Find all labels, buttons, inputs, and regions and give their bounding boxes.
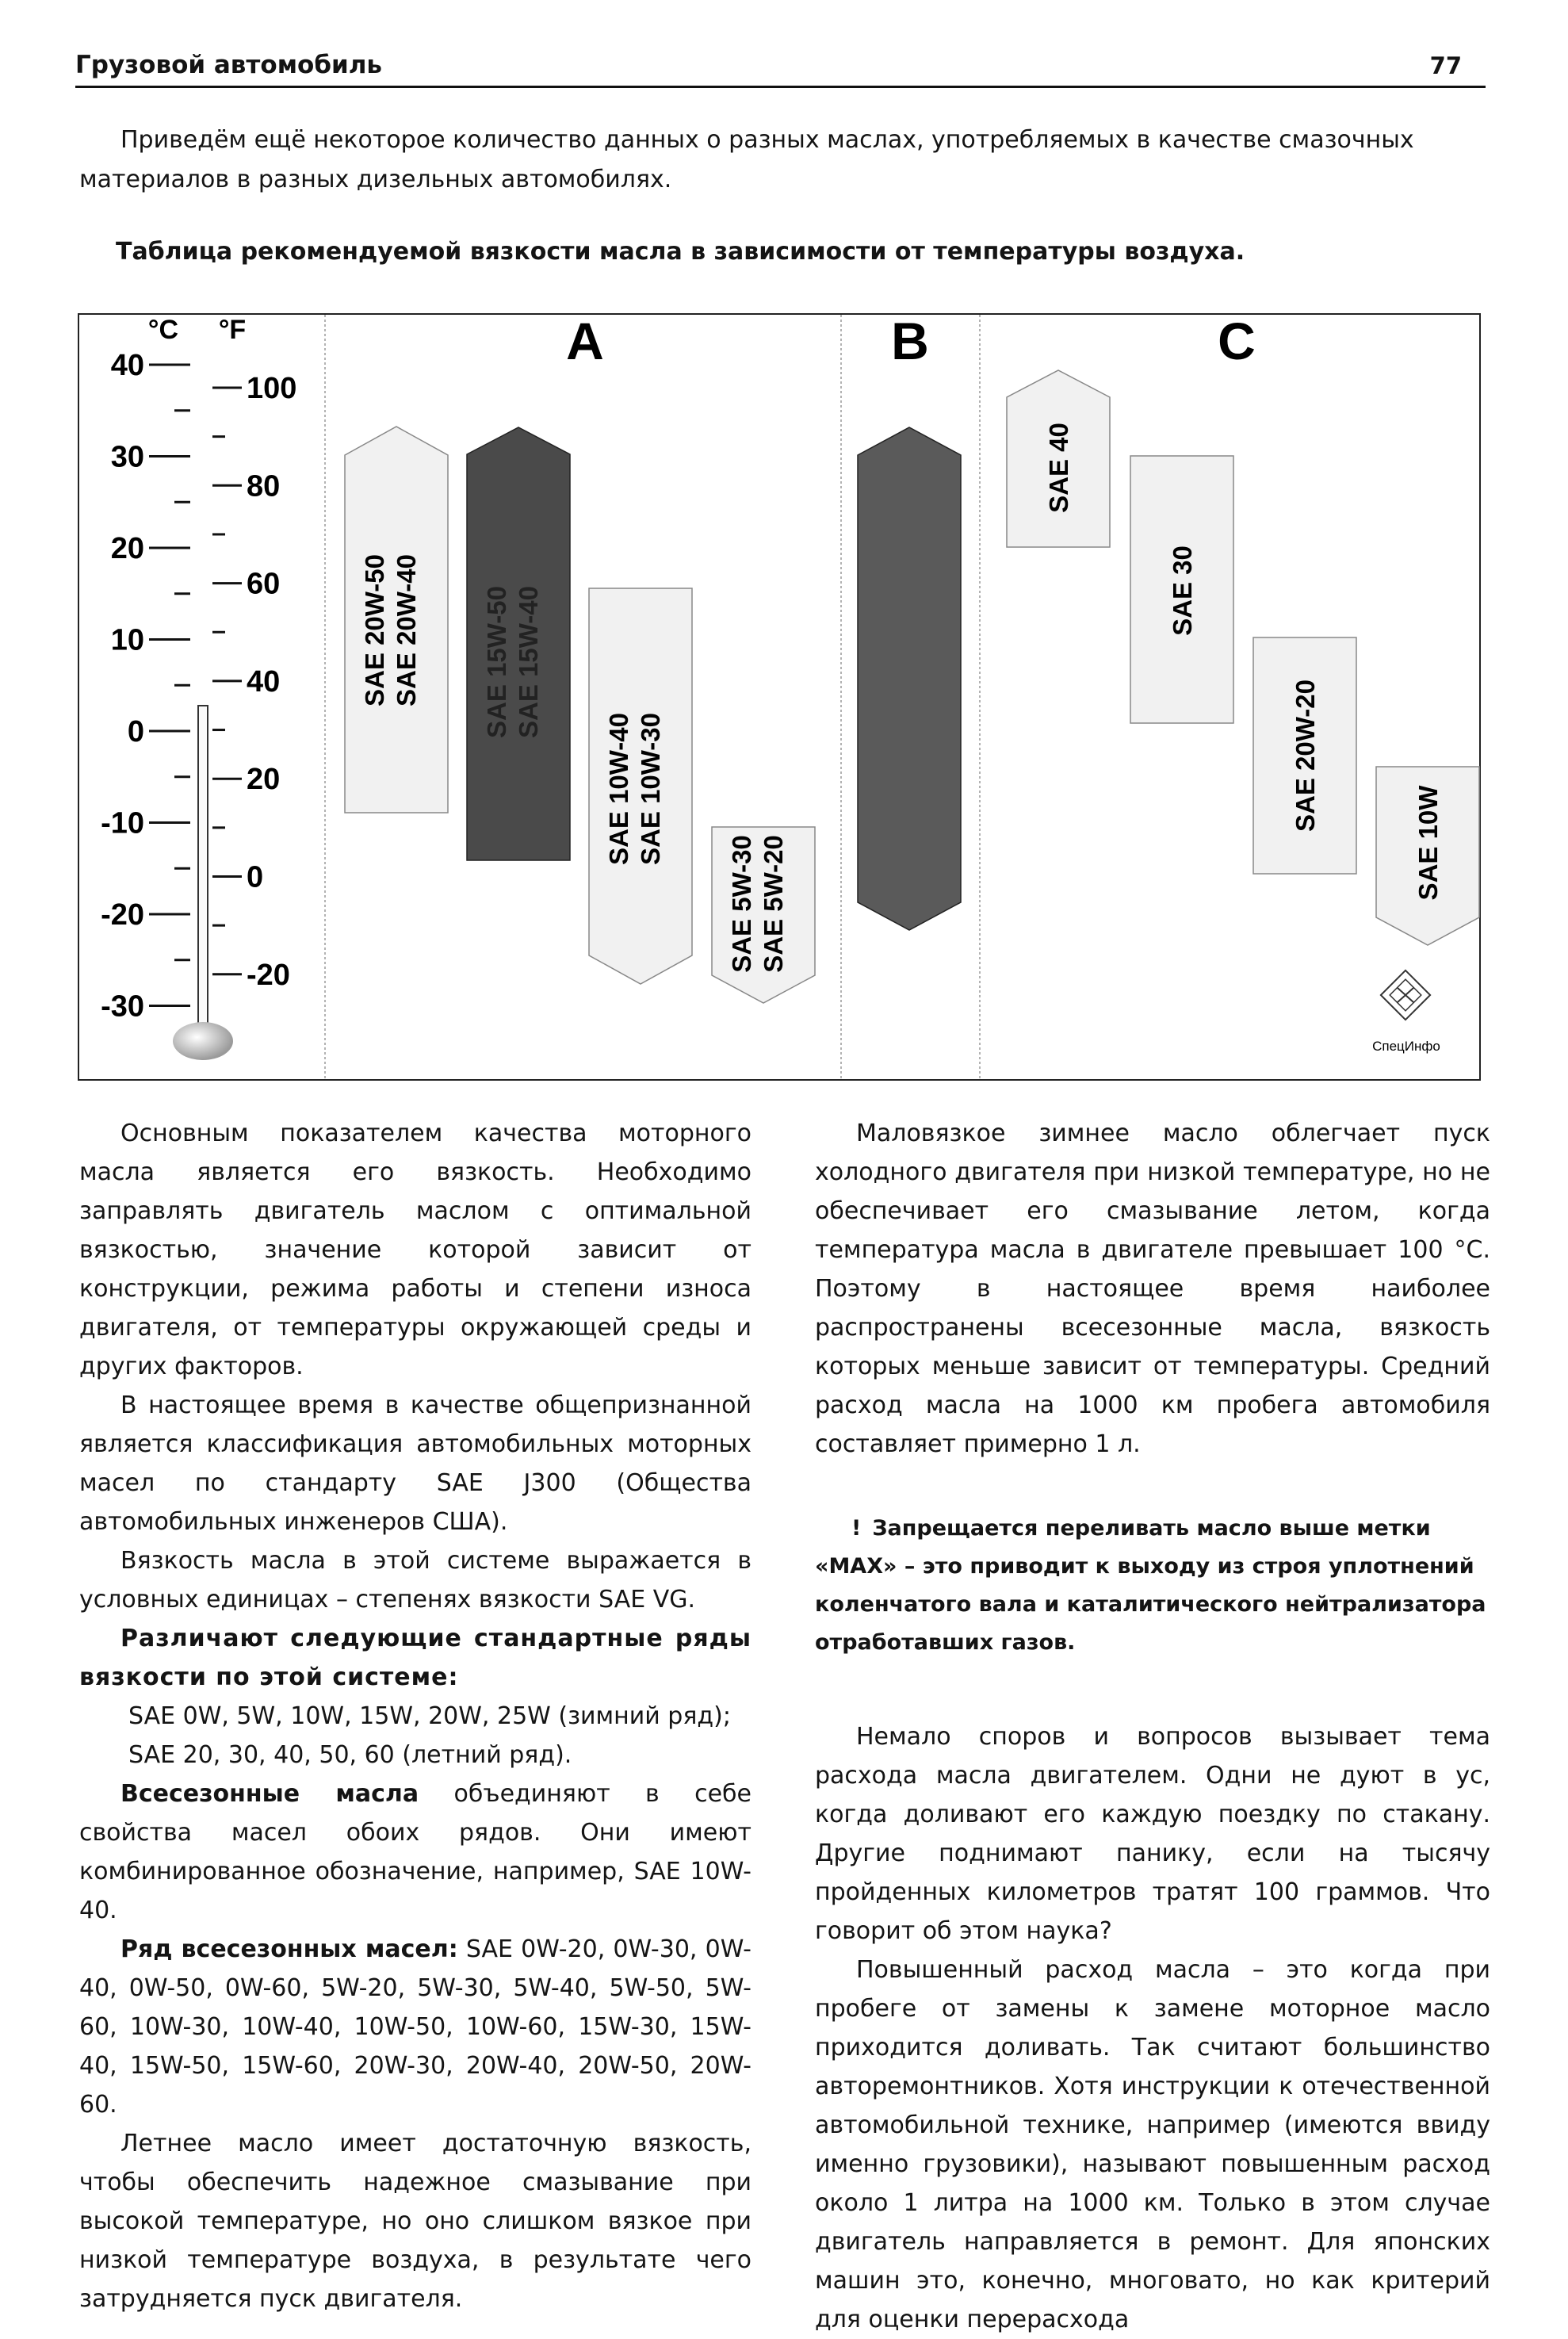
unit-fahrenheit: °F	[218, 315, 247, 345]
paragraph: Немало споров и вопросов вызывает тема расхода масла двигателем. Одни не дуют в ус, когда доливают его каждую поездку по стакану. Другие поднимают панику, если на тысячу пройденных километров тратят 100 граммов. Что говорит об этом наука?	[815, 1723, 1490, 1945]
section-c-label: C	[1218, 313, 1256, 370]
header-title: Грузовой автомобиль	[75, 51, 383, 79]
bar-a1-label-2: SAE 20W-40	[392, 554, 421, 706]
bar-a3	[589, 588, 692, 984]
paragraph: Маловязкое зимнее масло облегчает пуск холодного двигателя при низкой температуре, но не обеспечивает его смазывание летом, когда температура масла в двигателе превышает 100 °С. Поэтому в настоящее время наиболее распространены всесезонные масла, вязкость которых меньше зависит от температуры. Средний расход масла на 1000 км пробега автомобиля составляет примерно 1 л.	[815, 1120, 1490, 1458]
bar-a4	[712, 827, 815, 1003]
celsius-tick-label: -10	[101, 806, 144, 840]
celsius-tick-label: 40	[110, 349, 144, 382]
unit-celsius: °C	[147, 315, 179, 345]
term: Всесезонные масла	[120, 1780, 419, 1808]
column-right	[815, 1114, 1490, 2339]
paragraph	[79, 1930, 751, 2124]
bar-a3-label-1: SAE 10W-40	[604, 713, 633, 865]
paragraph	[79, 1774, 751, 1930]
fahrenheit-tick-label: -20	[247, 958, 290, 992]
term-text: SAE 0W-20, 0W-30, 0W-40, 0W-50, 0W-60, 5W-20, 5W-30, 5W-40, 5W-50, 5W-60, 10W-30, 10W-40, 10W-50, 10W-60, 15W-30, 15W-40, 15W-50, 15W-60, 20W-30, 20W-40, 20W-50, 20W-60.	[79, 1935, 751, 2119]
bar-a4-label-1: SAE 5W-30	[727, 835, 756, 973]
bar-a2-label-2: SAE 15W-40	[514, 586, 543, 738]
section-a-label: A	[566, 313, 604, 370]
bar-c1-label: SAE 40	[1044, 423, 1073, 513]
paragraph-bold: Различают следующие стандартные ряды вязкости по этой системе:	[79, 1625, 751, 1691]
intro-paragraph: Приведём ещё некоторое количество данных о разных маслах, употребляемых в качестве смазочных материалов в разных дизельных автомобилях.	[79, 126, 1414, 193]
paragraph: В настоящее время в качестве общепризнанной является классификация автомобильных моторных масел по стандарту SAE J300 (Общества автомобильных инженеров США).	[79, 1392, 751, 1536]
thermometer-bulb	[173, 1022, 233, 1060]
fahrenheit-tick-label: 100	[247, 372, 297, 405]
warning-mark: !	[851, 1516, 862, 1541]
fahrenheit-tick-label: 0	[247, 860, 264, 894]
list-line: SAE 0W, 5W, 10W, 15W, 20W, 25W (зимний ряд);	[128, 1702, 731, 1730]
fahrenheit-tick-label: 40	[247, 664, 281, 699]
celsius-tick-label: 10	[110, 623, 144, 657]
celsius-tick-label: 20	[110, 532, 144, 565]
bar-c3	[1253, 637, 1356, 874]
column-left	[79, 1114, 751, 2318]
thermometer-tube	[198, 706, 208, 1027]
bar-a1	[345, 427, 448, 813]
bar-a2-label-1: SAE 15W-50	[482, 586, 511, 738]
warning-note	[815, 1510, 1490, 1662]
table-title: Таблица рекомендуемой вязкости масла в зависимости от температуры воздуха.	[116, 238, 1245, 266]
section-b-label: B	[891, 313, 929, 370]
bar-c2	[1130, 456, 1233, 723]
bar-a4-label-2: SAE 5W-20	[759, 835, 788, 973]
celsius-tick-label: -30	[101, 990, 144, 1024]
bar-c3-label: SAE 20W-20	[1291, 679, 1320, 832]
bar-c4	[1376, 767, 1479, 945]
paragraph: Летнее масло имеет достаточную вязкость, чтобы обеспечить надежное смазывание при высокой температуре, но оно слишком вязкое при низкой температуре воздуха, в результате чего затрудняется пуск двигателя.	[79, 2130, 751, 2313]
viscosity-figure	[78, 313, 1481, 1081]
bar-b	[858, 427, 961, 930]
celsius-tick-label: -20	[101, 898, 144, 932]
fahrenheit-tick-label: 20	[247, 763, 281, 797]
paragraph: Основным показателем качества моторного масла является его вязкость. Необходимо заправлять двигатель маслом с оптимальной вязкостью, значение которой зависит от конструкции, режима работы и степени износа двигателя, от температуры окружающей среды и других факторов.	[79, 1120, 751, 1380]
fahrenheit-tick-label: 60	[247, 567, 281, 601]
fahrenheit-tick-label: 80	[247, 469, 281, 503]
bar-a1-label-1: SAE 20W-50	[360, 554, 389, 706]
list-line: SAE 20, 30, 40, 50, 60 (летний ряд).	[128, 1741, 572, 1769]
celsius-tick-label: 0	[127, 715, 144, 748]
publisher-logo-text: СпецИнфо	[1372, 1039, 1440, 1054]
warning-text: Запрещается переливать масло выше метки «MAX» – это приводит к выходу из строя уплотнений коленчатого вала и каталитического нейтрализатора отработавших газов.	[815, 1516, 1486, 1655]
bar-c1	[1007, 370, 1110, 547]
page-number: 77	[1429, 52, 1462, 79]
bar-c4-label: SAE 10W	[1413, 785, 1443, 901]
paragraph: Повышенный расход масла – это когда при пробеге от замены к замене моторное масло приходится доливать. Так считают большинство авторемонтников. Хотя инструкции к отечественной автомобильной технике, например (имеются ввиду именно грузовики), называют повышенным расход около 1 литра на 1000 км. Только в этом случае двигатель направляется в ремонт. Для японских машин это, конечно, многовато, но как критерий для оценки перерасхода	[815, 1956, 1490, 2333]
bar-c2-label: SAE 30	[1168, 546, 1197, 636]
term: Ряд всесезонных масел:	[120, 1935, 458, 1963]
bar-a3-label-2: SAE 10W-30	[636, 713, 665, 865]
paragraph: Вязкость масла в этой системе выражается в условных единицах – степенях вязкости SAE VG.	[79, 1547, 751, 1614]
bar-a2	[467, 427, 570, 860]
celsius-tick-label: 30	[110, 440, 144, 474]
running-header	[75, 46, 1486, 88]
term-text: объединяют в себе свойства масел обоих рядов. Они имеют комбинированное обозначение, например, SAE 10W-40.	[79, 1780, 752, 1924]
